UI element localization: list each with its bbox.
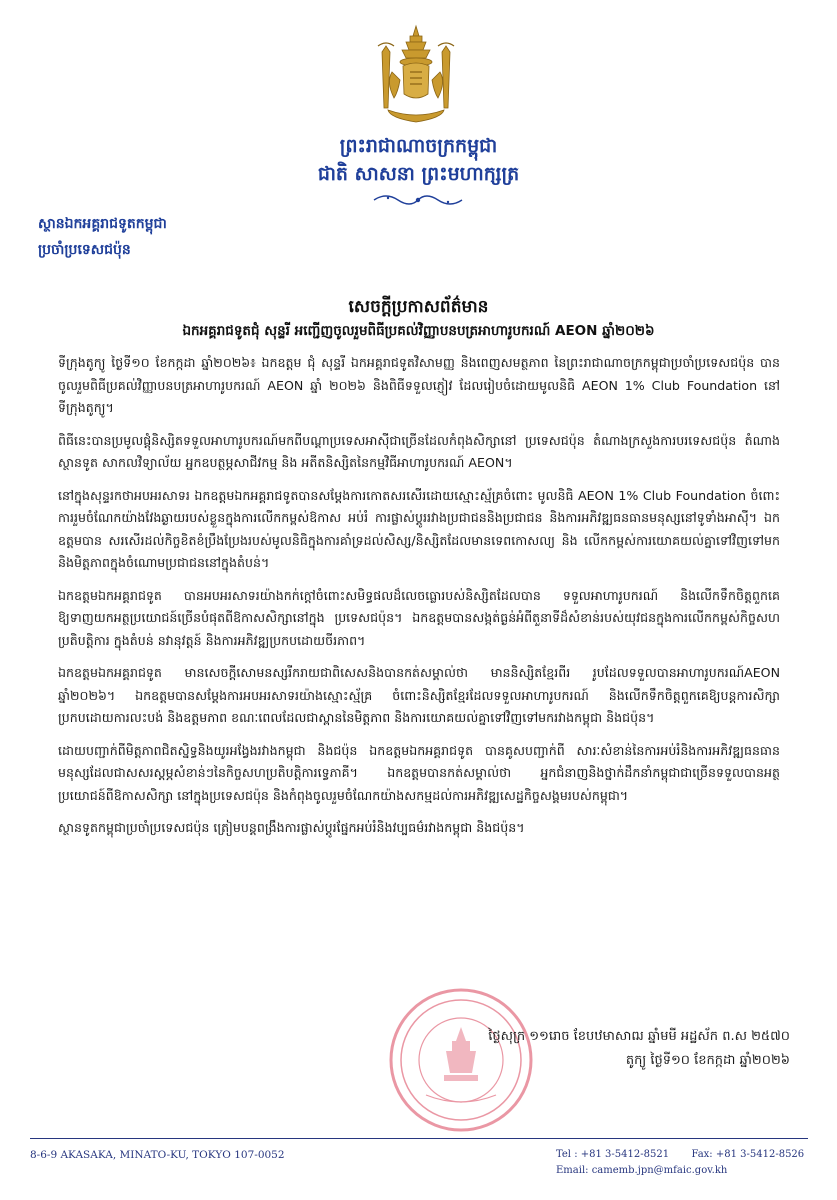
tel-label: Tel bbox=[556, 1149, 572, 1160]
paragraph-4: ឯកឧត្តមឯកអគ្គរាជទូត បានអបអរសាទរយ៉ាងកក់ក្តៅចំពោះសមិទ្ធផលដ៏លេចធ្លោរបស់និស្សិតដែលបាន ទទួលអាហារូបករណ៍ និងលើកទឹកចិត្តពួកគេឱ្យទាញយកអត្ថប្រយោជន៍ច្រើនបំផុតពីឱកាសសិក្សានៅក្នុង ប្រទេសជប៉ុន។ ឯកឧត្តមបានសង្កត់ធ្ងន់អំពីតួនាទីដ៏សំខាន់របស់យុវជនក្នុងការលើកកម្ពស់កិច្ចសហប្រតិបត្តិការ ក្នុងតំបន់ នវានុវត្តន៍ និងការអភិវឌ្ឍប្រកបដោយចីរភាព។ bbox=[58, 587, 780, 648]
email-address[interactable]: camemb.jpn@mfaic.gov.kh bbox=[591, 1165, 728, 1176]
solar-date: តូក្យូ ថ្ងៃទី១០ ខែកក្កដា ឆ្នាំ២០២៦ bbox=[625, 1053, 790, 1068]
document-date bbox=[380, 1025, 790, 1073]
kingdom-name: ព្រះរាជាណាចក្រកម្ពុជា bbox=[339, 135, 498, 157]
paragraph-2: ពិធីនេះបានប្រមូលផ្តុំនិស្សិតទទួលអាហារូបករណ៍មកពីបណ្តាប្រទេសអាស៊ីជាច្រើនដែលកំពុងសិក្សានៅ ប្រទេសជប៉ុន តំណាងក្រសួងការបរទេសជប៉ុន តំណាងស្ថានទូត សាកលវិទ្យាល័យ អ្នកឧបត្ថម្ភសាជីវកម្ម និង អតីតនិស្សិតនៃកម្មវិធីអាហារូបករណ៍ AEON។ bbox=[58, 432, 780, 470]
paragraph-7: ស្ថានទូតកម្ពុជាប្រចាំប្រទេសជប៉ុន ត្រៀមបន្តពង្រឹងការផ្លាស់ប្តូរផ្នែកអប់រំនិងវប្បធម៌រវាងកម្ពុជា និងជប៉ុន។ bbox=[58, 820, 525, 835]
document-body bbox=[58, 352, 780, 850]
embassy-location: ប្រចាំប្រទេសជប៉ុន bbox=[38, 242, 131, 258]
embassy-name: ស្ថានឯកអគ្គរាជទូតកម្ពុជា bbox=[38, 216, 167, 232]
fax-label: Fax: bbox=[691, 1149, 713, 1160]
paragraph-3: នៅក្នុងសុន្ទរកថាអបអរសាទរ ឯកឧត្តមឯកអគ្គរាជទូតបានសម្តែងការកោតសរសើរដោយស្មោះស្ម័គ្រចំពោះ មូលនិធិ AEON 1% Club Foundation ចំពោះការរួមចំណែកយ៉ាងវែងឆ្ងាយរបស់ខ្លួនក្នុងការលើកកម្ពស់ឱកាស អប់រំ ការផ្លាស់ប្តូររវាងប្រជាជននិងប្រជាជន និងការអភិវឌ្ឍធនធានមនុស្សនៅទូទាំងអាស៊ី។ ឯកឧត្តមបាន សរសើរដល់កិច្ចខិតខំប្រឹងប្រែងរបស់មូលនិធិក្នុងការគាំទ្រដល់សិស្ស/និស្សិតដែលមានទេពកោសល្យ និង លើកកម្ពស់ការយោគយល់គ្នាទៅវិញទៅមក និងមិត្តភាពក្នុងចំណោមប្រជាជននៅក្នុងតំបន់។ bbox=[58, 487, 780, 570]
email-label: Email: bbox=[556, 1165, 589, 1176]
tel-number: : +81 3-5412-8521 bbox=[574, 1149, 670, 1160]
royal-coat-of-arms-icon bbox=[366, 22, 466, 130]
contact-info bbox=[556, 1147, 804, 1179]
lunar-date: ថ្ងៃសុក្រ ១១រោច ខែបឋមាសាឍ ឆ្នាំមមី អដ្ឋស័ក ព.ស ២៥៧០ bbox=[488, 1029, 790, 1044]
paragraph-5: ឯកឧត្តមឯកអគ្គរាជទូត មានសេចក្តីសោមនស្សរីករាយជាពិសេសនិងបានកត់សម្គាល់ថា មាននិស្សិតខ្មែរពីរ រូបដែលទទួលបានអាហារូបករណ៍AEON ឆ្នាំ២០២៦។ ឯកឧត្តមបានសម្តែងការអបអរសាទរយ៉ាងស្មោះស្ម័គ្រ ចំពោះនិស្សិតខ្មែរដែលទទួលអាហារូបករណ៍ និងលើកទឹកចិត្តពួកគេឱ្យបន្តការសិក្សាប្រកបដោយការលះបង់ និងឧត្តមភាព ខណៈពេលដែលជាស្ពាននៃមិត្តភាព និងការយោគយល់គ្នាទៅវិញទៅមករវាងកម្ពុជា និងជប៉ុន។ bbox=[58, 665, 780, 725]
paragraph-1: ទីក្រុងតូក្យូ ថ្ងៃទី១០ ខែកក្កដា ឆ្នាំ២០២៦៖ ឯកឧត្តម ជុំ សុន្ទរី ឯកអគ្គរាជទូតវិសាមញ្ញ និងពេញសមត្ថភាព នៃព្រះរាជាណាចក្រកម្ពុជាប្រចាំប្រទេសជប៉ុន បានចូលរួមពិធីប្រគល់វិញ្ញាបនបត្រអាហារូបករណ៍ AEON ឆ្នាំ ២០២៦ និងពិធីទទួលភ្ញៀវ ដែលរៀបចំដោយមូលនិធិ AEON 1% Club Foundation នៅទីក្រុងតូក្យូ។ bbox=[58, 355, 780, 415]
document-subtitle: ឯកអគ្គរាជទូតជុំ សុន្ទរី អញ្ជើញចូលរួមពិធីប្រគល់វិញ្ញាបនបត្រអាហារូបករណ៍ AEON ឆ្នាំ២០២៦ bbox=[182, 323, 655, 339]
fax-number: +81 3-5412-8526 bbox=[715, 1149, 805, 1160]
document-title: សេចក្តីប្រកាសព័ត៌មាន bbox=[348, 297, 489, 317]
ornament-divider-icon bbox=[368, 192, 468, 208]
national-motto: ជាតិ សាសនា ព្រះមហាក្សត្រ bbox=[317, 163, 520, 185]
paragraph-6: ដោយបញ្ជាក់ពីមិត្តភាពជិតស្និទ្ធនិងយូរអង្វែងរវាងកម្ពុជា និងជប៉ុន ឯកឧត្តមឯកអគ្គរាជទូត បានគូសបញ្ជាក់ពី សារៈសំខាន់នៃការអប់រំនិងការអភិវឌ្ឍធនធានមនុស្សដែលជាសសរស្តម្ភសំខាន់ៗនៃកិច្ចសហប្រតិបត្តិការទ្វេភាគី។ ឯកឧត្តមបានកត់សម្គាល់ថា អ្នកជំនាញនិងថ្នាក់ដឹកនាំកម្ពុជាជាច្រើនទទួលបានអត្ថប្រយោជន៍ពីឱកាសសិក្សា នៅក្នុងប្រទេសជប៉ុន និងកំពុងចូលរួមចំណែកយ៉ាងសកម្មដល់ការអភិវឌ្ឍសេដ្ឋកិច្ចសង្គមរបស់កម្ពុជា។ bbox=[58, 742, 780, 803]
embassy-address: 8-6-9 AKASAKA, MINATO-KU, TOKYO 107-0052 bbox=[30, 1149, 285, 1161]
footer-divider bbox=[30, 1138, 808, 1139]
